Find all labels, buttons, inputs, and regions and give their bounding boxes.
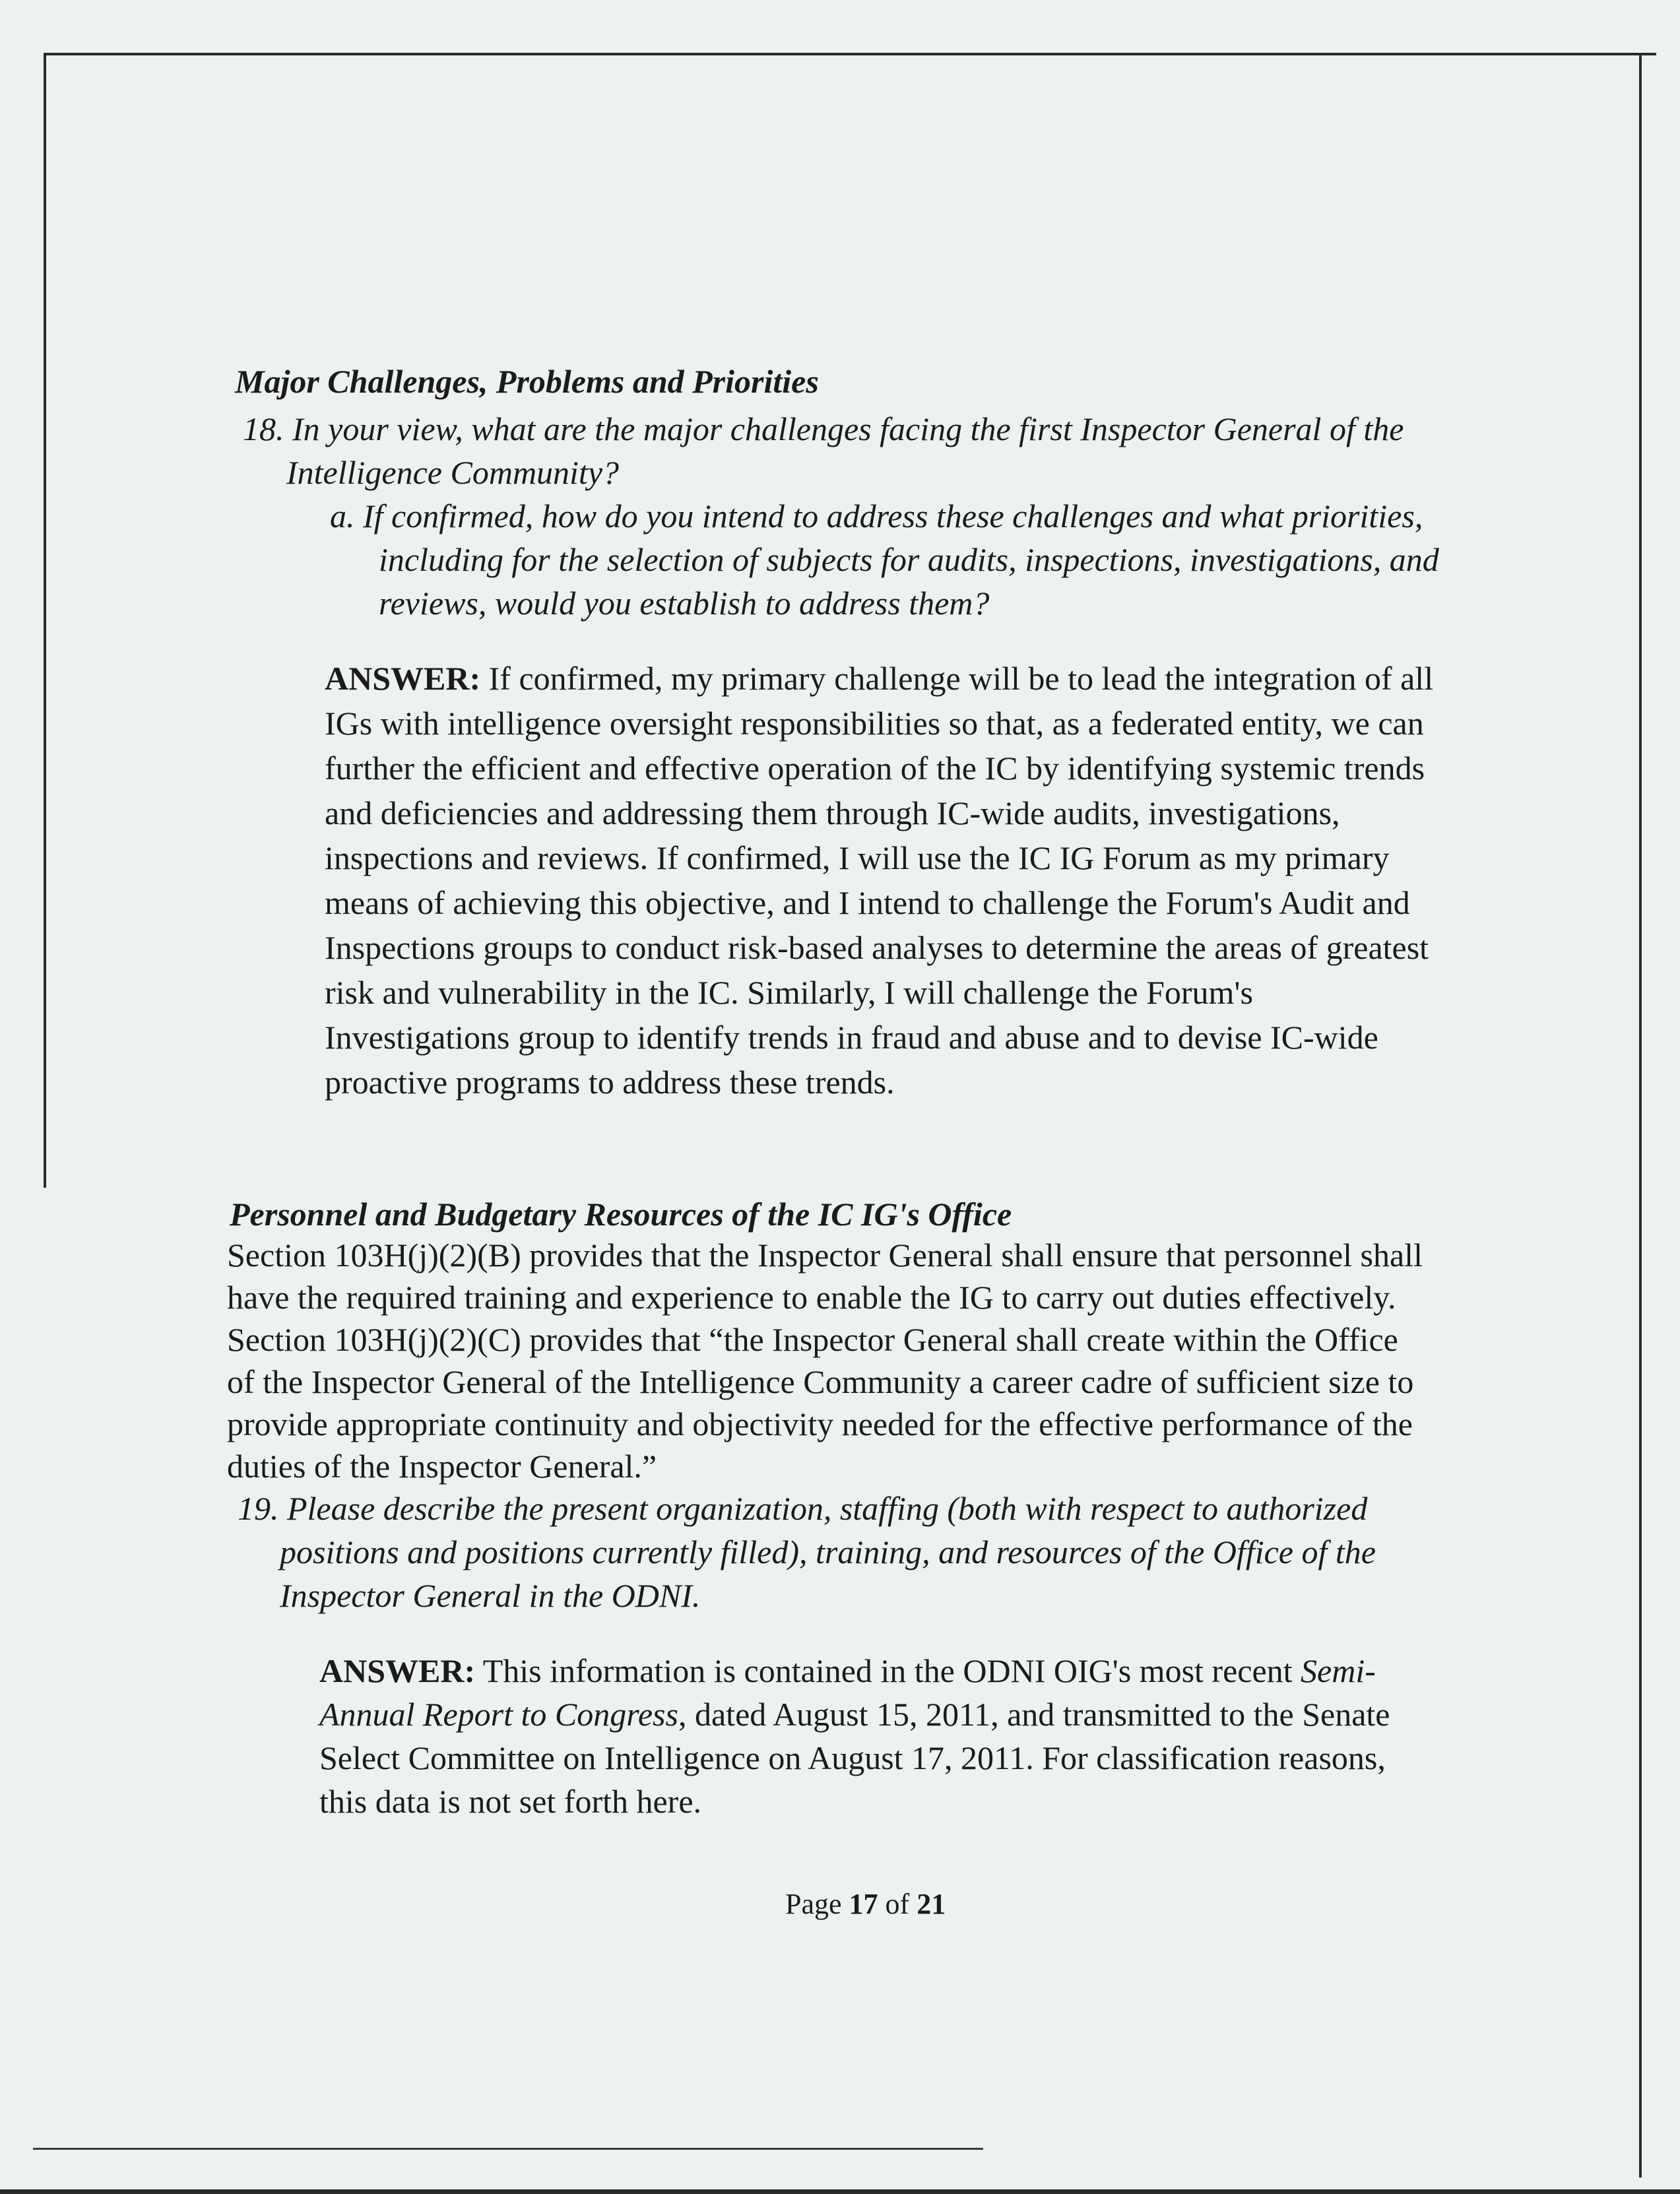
answer-label: ANSWER: xyxy=(319,1652,476,1689)
question-18a-line-2: including for the selection of subjects for audits, inspections, investigations, and xyxy=(379,541,1439,578)
page-border-left xyxy=(44,53,46,1188)
answer-18-line-1: ANSWER: If confirmed, my primary challenge will be to lead the integration of all xyxy=(325,660,1434,697)
question-19-line-3: Inspector General in the ODNI. xyxy=(280,1577,701,1614)
answer-18-line-2: IGs with intelligence oversight responsibilities so that, as a federated entity, we can xyxy=(325,705,1424,742)
section-103h-line-4: of the Inspector General of the Intelligence Community a career cadre of sufficient size to xyxy=(227,1363,1414,1400)
question-18-line-2: Intelligence Community? xyxy=(286,454,620,491)
answer-label: ANSWER: xyxy=(325,660,481,697)
answer-18-line-9: Investigations group to identify trends in fraud and abuse and to devise IC-wide xyxy=(325,1019,1378,1056)
question-19-line-2: positions and positions currently filled), training, and resources of the Office of the xyxy=(280,1533,1376,1570)
answer-18-line-8: risk and vulnerability in the IC. Similarly, I will challenge the Forum's xyxy=(325,974,1253,1011)
question-18a-line-1: a. If confirmed, how do you intend to address these challenges and what priorities, xyxy=(330,498,1423,534)
section-103h-line-5: provide appropriate continuity and objectivity needed for the effective performance of the xyxy=(227,1405,1413,1442)
answer-19-line-2: Annual Report to Congress, dated August 15, 2011, and transmitted to the Senate xyxy=(319,1696,1390,1733)
answer-19-line-1: ANSWER: This information is contained in the ODNI OIG's most recent Semi- xyxy=(319,1652,1376,1689)
section-103h-line-1: Section 103H(j)(2)(B) provides that the Inspector General shall ensure that personnel shall xyxy=(227,1237,1423,1274)
scan-bottom-edge xyxy=(0,2189,1680,2194)
section-103h-line-3: Section 103H(j)(2)(C) provides that “the Inspector General shall create within the Office xyxy=(227,1321,1398,1358)
answer-18-line-3: further the efficient and effective operation of the IC by identifying systemic trends xyxy=(325,750,1425,787)
section-heading-personnel: Personnel and Budgetary Resources of the IC IG's Office xyxy=(230,1196,1012,1233)
question-18a-line-3: reviews, would you establish to address them? xyxy=(379,585,990,622)
report-title: Annual Report to Congress xyxy=(319,1696,678,1733)
answer-18-line-5: inspections and reviews. If confirmed, I will use the IC IG Forum as my primary xyxy=(325,839,1390,876)
section-103h-line-6: duties of the Inspector General.” xyxy=(227,1448,657,1485)
answer-19-line-3: Select Committee on Intelligence on August 17, 2011. For classification reasons, xyxy=(319,1739,1386,1776)
answer-19-line-4: this data is not set forth here. xyxy=(319,1783,702,1820)
answer-18-line-6: means of achieving this objective, and I intend to challenge the Forum's Audit and xyxy=(325,884,1410,921)
question-19-line-1: 19. Please describe the present organization, staffing (both with respect to authorized xyxy=(238,1490,1368,1527)
section-103h-line-2: have the required training and experience to enable the IG to carry out duties effectively. xyxy=(227,1279,1396,1316)
page-border-top xyxy=(46,53,1656,55)
page-number-footer: Page 17 of 21 xyxy=(785,1888,946,1920)
question-18-line-1: 18. In your view, what are the major challenges facing the first Inspector General of the xyxy=(243,410,1404,447)
section-heading-challenges: Major Challenges, Problems and Priorities xyxy=(235,363,819,400)
answer-18-line-10: proactive programs to address these trends. xyxy=(325,1064,895,1101)
answer-18-line-7: Inspections groups to conduct risk-based analyses to determine the areas of greatest xyxy=(325,929,1429,966)
page-border-right xyxy=(1639,53,1642,2178)
page-border-bottom xyxy=(33,2148,983,2150)
answer-18-line-4: and deficiencies and addressing them through IC-wide audits, investigations, xyxy=(325,794,1340,831)
